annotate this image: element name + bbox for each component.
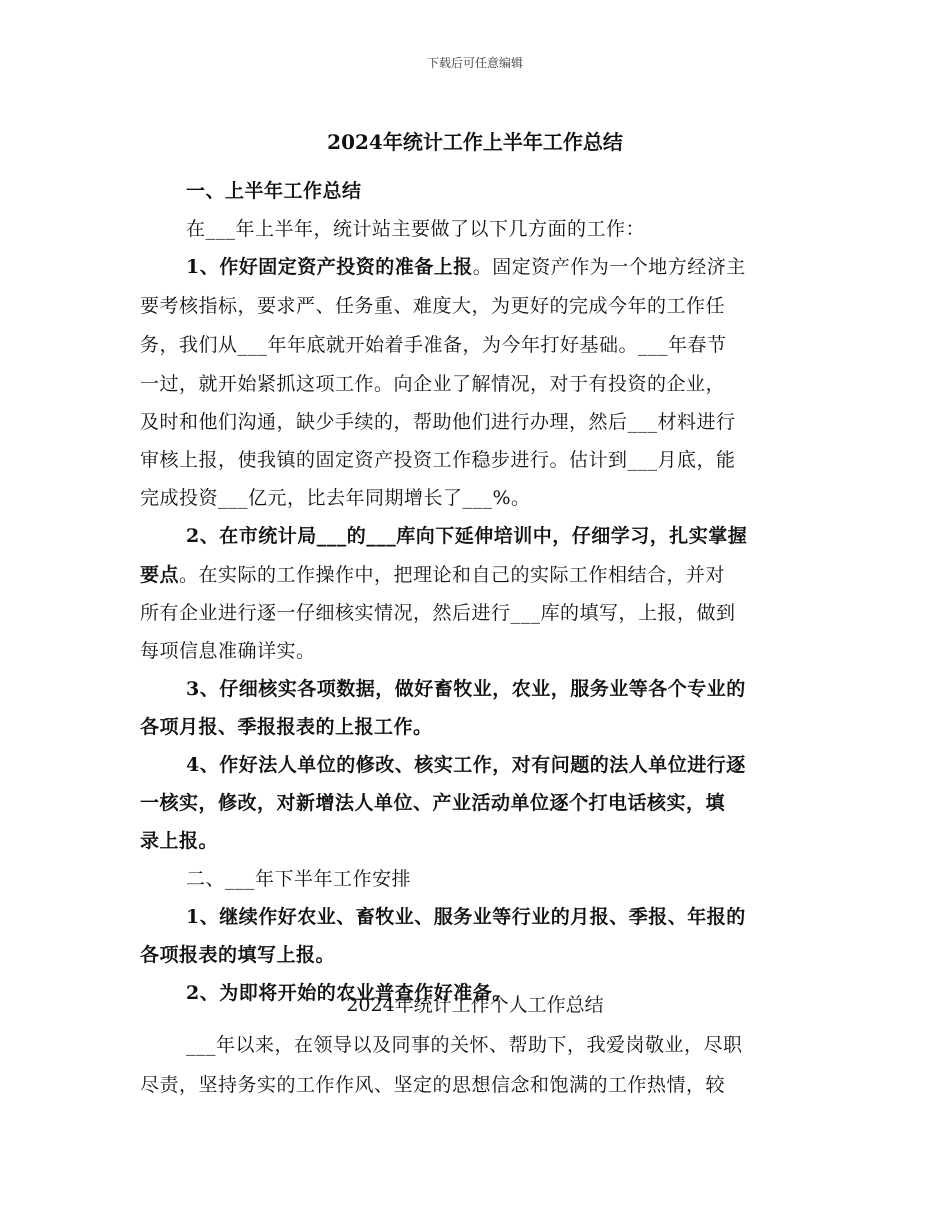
body-text: 务，我们从___年年底就开始着手准备，为今年打好基础。___年春节: [140, 334, 727, 356]
bold-heading-text: 各项报表的填写上报。: [140, 944, 336, 966]
paragraph-line: [140, 445, 820, 472]
bold-heading-text: 一、上半年工作总结: [186, 180, 362, 202]
paragraph-line: [140, 712, 820, 739]
paragraph-line: [140, 407, 820, 434]
paragraph-line: [186, 674, 820, 701]
paragraph-line: [140, 560, 820, 587]
bold-heading-text: 一核实，修改，对新增法人单位、产业活动单位逐个打电话核实，填: [140, 792, 726, 814]
body-text: 。固定资产作为一个地方经济主: [472, 256, 746, 278]
bold-heading-text: 3、仔细核实各项数据，做好畜牧业，农业，服务业等各个专业的: [186, 678, 746, 700]
paragraph-line: 尽责，坚持务实的工作作风、坚定的思想信念和饱满的工作热情，较: [140, 1074, 726, 1096]
paragraph-line: [186, 902, 820, 929]
section-subtitle: 2024年统计工作个人工作总结: [346, 994, 604, 1016]
paragraph-line: [140, 483, 820, 510]
paragraph-line: [140, 636, 820, 663]
paragraph-line: [140, 291, 820, 318]
body-text: 。在实际的工作操作中，把理论和自己的实际工作相结合，并对: [179, 564, 726, 586]
paragraph-line: [140, 369, 820, 396]
header-note: 下载后可任意编辑: [426, 56, 523, 70]
paragraph-line: [140, 330, 820, 357]
body-text: 要考核指标，要求严、任务重、难度大，为更好的完成今年的工作任: [140, 295, 726, 317]
paragraph-line: [140, 940, 820, 967]
paragraph-line: [186, 521, 820, 548]
paragraph-line: [140, 598, 820, 625]
body-text: 二、___年下半年工作安排: [186, 868, 412, 890]
paragraph-line: [186, 750, 820, 777]
paragraph-line: [186, 214, 820, 241]
bold-heading-text: 4、作好法人单位的修改、核实工作，对有问题的法人单位进行逐: [186, 754, 746, 776]
paragraph-line: [186, 252, 820, 279]
bold-heading-text: 2、在市统计局___的___库向下延伸培训中，仔细学习，扎实掌握: [186, 525, 748, 547]
body-text: 完成投资___亿元，比去年同期增长了___%。: [140, 487, 531, 509]
body-text: 审核上报，使我镇的固定资产投资工作稳步进行。估计到___月底，能: [140, 449, 736, 471]
body-text: 所有企业进行逐一仔细核实情况，然后进行___库的填写，上报，做到: [140, 602, 736, 624]
bold-heading-text: 2、为即将开始的农业普查作好准备。: [186, 982, 512, 1004]
paragraph-line: [186, 176, 820, 203]
body-text: 及时和他们沟通，缺少手续的，帮助他们进行办理，然后___材料进行: [140, 411, 736, 433]
paragraph-line: [186, 864, 820, 891]
body-text: 在___年上半年，统计站主要做了以下几方面的工作：: [186, 218, 646, 240]
bold-heading-text: 1、作好固定资产投资的准备上报: [186, 256, 473, 278]
body-text: 每项信息准确详实。: [140, 640, 316, 662]
bold-heading-text: 1、继续作好农业、畜牧业、服务业等行业的月报、季报、年报的: [186, 906, 746, 928]
paragraph-line: ___年以来，在领导以及同事的关怀、帮助下，我爱岗敬业，尽职: [186, 1034, 743, 1056]
bold-heading-text: 要点: [140, 564, 180, 586]
document-title: 2024年统计工作上半年工作总结: [327, 130, 623, 154]
bold-heading-text: 各项月报、季报报表的上报工作。: [140, 716, 433, 738]
paragraph-line: [140, 788, 820, 815]
bold-heading-text: 录上报。: [140, 830, 219, 852]
paragraph-line: [140, 826, 820, 853]
body-text: 一过，就开始紧抓这项工作。向企业了解情况，对于有投资的企业，: [140, 373, 726, 395]
